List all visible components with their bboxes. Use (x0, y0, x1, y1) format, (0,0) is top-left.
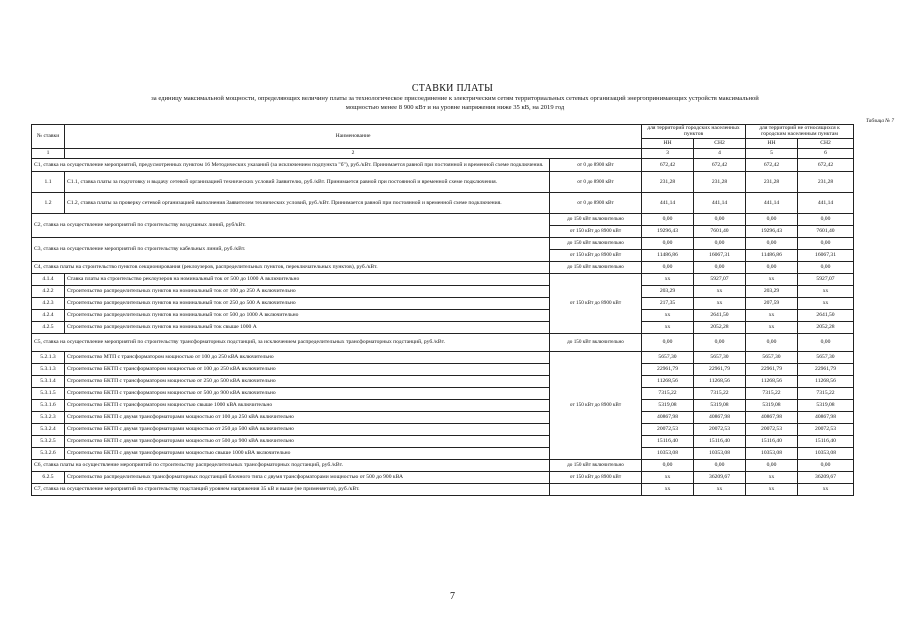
rate-value: 16067,31 (798, 249, 854, 261)
rate-value: 0,00 (798, 213, 854, 225)
rate-name: Строительство распределительных пунктов на номинальный ток от 100 до 250 А включительно (65, 285, 550, 297)
rate-value: хх (642, 483, 694, 495)
table-row (32, 213, 854, 225)
rate-value: 0,00 (642, 333, 694, 351)
rate-value: 203,29 (746, 285, 798, 297)
rate-value: 2641,50 (694, 309, 746, 321)
rate-value: 20072,53 (746, 423, 798, 435)
rate-value: 441,14 (694, 192, 746, 213)
rate-name: Строительство БКТП с трансформатором мощностью от 500 до 900 кВА включительно (65, 387, 550, 399)
rate-value: 5319,08 (642, 399, 694, 411)
rate-value: 0,00 (798, 261, 854, 273)
rate-value: 0,00 (694, 333, 746, 351)
power-range: от 150 кВт до 8900 кВт (550, 225, 642, 237)
rate-name: С7, ставка на осуществление мероприятий по строительству подстанций уровнем напряжения 35 кВ и выше (не применяется), руб./кВт. (32, 483, 550, 495)
rate-value: 11268,56 (798, 375, 854, 387)
rate-value: 441,14 (798, 192, 854, 213)
rate-value: 40867,98 (694, 411, 746, 423)
rate-value: 217,35 (642, 297, 694, 309)
rate-value: 0,00 (746, 261, 798, 273)
power-range: от 150 кВт до 8900 кВт (550, 351, 642, 459)
rate-value: 19296,43 (746, 225, 798, 237)
rate-number: 5.3.1.6 (32, 399, 65, 411)
rate-value: хх (746, 321, 798, 333)
rate-value: 7315,22 (798, 387, 854, 399)
rate-number: 4.2.5 (32, 321, 65, 333)
rate-value: 5657,30 (694, 351, 746, 363)
rate-name: Строительство БКТП с трансформатором мощностью от 250 до 500 кВА включительно (65, 375, 550, 387)
table-row (32, 447, 854, 459)
table-row (32, 459, 854, 471)
rate-value: 672,42 (642, 158, 694, 171)
rate-value: 7315,22 (694, 387, 746, 399)
rate-value: 672,42 (694, 158, 746, 171)
power-range: от 150 кВт до 8900 кВт (550, 273, 642, 333)
power-range: от 0 до 8900 кВт (550, 192, 642, 213)
rate-name: С1.1, ставка платы за подготовку и выдачу сетевой организацией технических условий Заявителю, руб./кВт. Принимается равной при постоянной и временной схеме подключения. (65, 171, 550, 192)
table-row (32, 351, 854, 363)
header-num: № ставки (32, 125, 65, 149)
rate-number: 4.2.3 (32, 297, 65, 309)
rate-value: 0,00 (694, 459, 746, 471)
rate-number: 5.3.1.4 (32, 375, 65, 387)
rate-name: Строительство БКТП с двумя трансформаторами мощностью от 500 до 900 кВА включительно (65, 435, 550, 447)
rate-value: 7601,40 (798, 225, 854, 237)
rate-name: С3, ставка на осуществление мероприятий по строительству кабельных линий, руб./кВт. (32, 237, 550, 261)
rate-value: 10353,08 (694, 447, 746, 459)
rate-number: 6.2.5 (32, 471, 65, 483)
rate-name: С1.2, ставка платы за проверку сетевой организацией выполнения Заявителем технических условий, руб./кВт. Принимается равной при постоянной и временной схеме подключения. (65, 192, 550, 213)
rate-number: 5.3.1.5 (32, 387, 65, 399)
header-voltage-sn2: СН2 (798, 138, 854, 148)
rate-value: хх (746, 309, 798, 321)
power-range: от 0 до 8900 кВт (550, 171, 642, 192)
col-number: 4 (694, 148, 746, 158)
rate-value: 441,14 (746, 192, 798, 213)
rate-value: 0,00 (798, 333, 854, 351)
table-row (32, 411, 854, 423)
rate-value: хх (798, 297, 854, 309)
table-row (32, 399, 854, 411)
power-range (550, 483, 642, 495)
rate-value: 5657,30 (642, 351, 694, 363)
power-range: от 150 кВт до 8900 кВт (550, 249, 642, 261)
table-row (32, 285, 854, 297)
table-row (32, 309, 854, 321)
rate-value: 2052,28 (798, 321, 854, 333)
document-subtitle: за единицу максимальной мощности, определяющих величину платы за технологическое присоединение к электрическим сетям территориальных сетевых организаций энергопринимающих устройств максимальной мощностью менее 8 900 кВт и на уровне напряжения ниже 35 кВ, на 2019 год (151, 95, 759, 111)
table-number: Таблица № 7 (866, 118, 894, 124)
rate-value: хх (798, 483, 854, 495)
rate-number: 4.2.4 (32, 309, 65, 321)
rate-value: 10353,08 (798, 447, 854, 459)
table-row (32, 192, 854, 213)
rate-value: 0,00 (642, 213, 694, 225)
rate-number: 4.2.2 (32, 285, 65, 297)
header-voltage-nn: НН (746, 138, 798, 148)
rate-value: 2052,28 (694, 321, 746, 333)
rate-value: 5319,08 (798, 399, 854, 411)
rate-value: 672,42 (746, 158, 798, 171)
rate-number: 5.3.2.4 (32, 423, 65, 435)
power-range: до 150 кВт включительно (550, 459, 642, 471)
rate-value: 36209,67 (694, 471, 746, 483)
rate-value: хх (694, 483, 746, 495)
rate-value: 36209,67 (798, 471, 854, 483)
table-row (32, 273, 854, 285)
rate-value: 5657,30 (746, 351, 798, 363)
power-range: до 150 кВт включительно (550, 261, 642, 273)
header-rural: для территорий не относящихся к городским населенным пунктам (746, 125, 854, 139)
power-range: до 150 кВт включительно (550, 333, 642, 351)
rate-name: Строительство МТП с трансформатором мощностью от 100 до 250 кВА включительно (65, 351, 550, 363)
header-name: Наименование (65, 125, 642, 149)
rate-value: 22961,79 (694, 363, 746, 375)
rate-value: 11268,56 (694, 375, 746, 387)
rate-value: 20072,53 (798, 423, 854, 435)
rate-value: 11486,86 (642, 249, 694, 261)
table-row (32, 435, 854, 447)
rate-value: 0,00 (746, 333, 798, 351)
rate-name: Строительство БКТП с трансформатором мощностью свыше 1000 кВА включительно (65, 399, 550, 411)
rate-value: 40867,98 (798, 411, 854, 423)
rate-name: С4, ставка платы на строительство пунктов секционирования (реклоузеров, распределительных пунктов, переключательных пунктов), руб./кВт. (32, 261, 550, 273)
rate-value: 40867,98 (746, 411, 798, 423)
page-number: 7 (450, 591, 455, 602)
rate-name: Ставка платы на строительство реклоузеров на номинальный ток от 500 до 1000 А включительно (65, 273, 550, 285)
table-row (32, 483, 854, 495)
rate-value: 0,00 (746, 213, 798, 225)
rate-value: хх (798, 285, 854, 297)
rate-value: 5657,30 (798, 351, 854, 363)
table-row (32, 261, 854, 273)
rate-value: 672,42 (798, 158, 854, 171)
rate-value: хх (694, 285, 746, 297)
power-range: от 0 до 8900 кВт (550, 158, 642, 171)
rate-value: 40867,98 (642, 411, 694, 423)
col-number: 6 (798, 148, 854, 158)
rate-value: 20072,53 (694, 423, 746, 435)
rate-value: 15116,40 (694, 435, 746, 447)
col-number: 1 (32, 148, 65, 158)
col-number: 2 (65, 148, 642, 158)
rate-value: 0,00 (642, 237, 694, 249)
rate-value: 22961,79 (798, 363, 854, 375)
rate-value: 16067,31 (694, 249, 746, 261)
rate-value: 207,59 (746, 297, 798, 309)
table-row (32, 387, 854, 399)
rate-value: 19296,43 (642, 225, 694, 237)
rate-value: хх (642, 309, 694, 321)
rate-number: 1.1 (32, 171, 65, 192)
rate-value: 231,28 (642, 171, 694, 192)
rate-value: хх (746, 471, 798, 483)
col-number: 3 (642, 148, 694, 158)
table-row (32, 297, 854, 309)
rate-name: Строительство БКТП с трансформатором мощностью от 100 до 250 кВА включительно (65, 363, 550, 375)
rate-value: 231,28 (746, 171, 798, 192)
rate-number: 5.3.2.3 (32, 411, 65, 423)
table-row (32, 471, 854, 483)
rate-value: 7315,22 (746, 387, 798, 399)
table-row (32, 321, 854, 333)
rate-value: 231,28 (798, 171, 854, 192)
rate-value: 5927,07 (798, 273, 854, 285)
rate-name: С1, ставка на осуществление мероприятий, предусмотренных пунктом 16 Методических указаний (за исключением подпункта "б"), руб./кВт. Принимается равной при постоянной и временной схеме подключения. (32, 158, 550, 171)
rate-number: 1.2 (32, 192, 65, 213)
rate-value: хх (642, 273, 694, 285)
table-row (32, 171, 854, 192)
rate-name: Строительство БКТП с двумя трансформаторами мощностью от 250 до 500 кВА включительно (65, 423, 550, 435)
rate-name: С6, ставка платы на осуществление мероприятий по строительству распределительных трансформаторных подстанций, руб./кВт. (32, 459, 550, 471)
rate-value: 5319,08 (694, 399, 746, 411)
header-voltage-sn2: СН2 (694, 138, 746, 148)
rate-value: хх (746, 273, 798, 285)
rate-value: хх (642, 471, 694, 483)
rate-value: 22961,79 (746, 363, 798, 375)
rate-value: 10353,08 (746, 447, 798, 459)
rate-name: Строительство распределительных пунктов на номинальный ток от 250 до 500 А включительно (65, 297, 550, 309)
table-row (32, 237, 854, 249)
rate-number: 4.1.4 (32, 273, 65, 285)
rate-number: 5.3.1.3 (32, 363, 65, 375)
header-urban: для территорий городских населенных пунктов (642, 125, 746, 139)
header-voltage-nn: НН (642, 138, 694, 148)
rate-value: 0,00 (642, 459, 694, 471)
rate-value: 11268,56 (642, 375, 694, 387)
rate-value: 15116,40 (642, 435, 694, 447)
rate-value: 441,14 (642, 192, 694, 213)
power-range: от 150 кВт до 8900 кВт (550, 471, 642, 483)
rate-number: 5.2.1.3 (32, 351, 65, 363)
rate-value: 7315,22 (642, 387, 694, 399)
rate-name: С2, ставка на осуществление мероприятий по строительству воздушных линий, руб/кВт. (32, 213, 550, 237)
table-row (32, 158, 854, 171)
rate-value: 5927,07 (694, 273, 746, 285)
rate-name: Строительство БКТП с двумя трансформаторами мощностью свыше 1000 кВА включительно (65, 447, 550, 459)
rate-name: Строительство распределительных пунктов на номинальный ток от 500 до 1000 А включительно (65, 309, 550, 321)
rate-value: 0,00 (798, 237, 854, 249)
rate-value: 15116,40 (746, 435, 798, 447)
document-title: СТАВКИ ПЛАТЫ (411, 83, 494, 94)
table-row (32, 375, 854, 387)
rate-value: 15116,40 (798, 435, 854, 447)
rate-value: 0,00 (694, 261, 746, 273)
rate-value: 10353,08 (642, 447, 694, 459)
rate-name: Строительство БКТП с двумя трансформаторами мощностью от 100 до 250 кВА включительно (65, 411, 550, 423)
table-row (32, 333, 854, 351)
rate-value: 11268,56 (746, 375, 798, 387)
power-range: до 150 кВт включительно (550, 237, 642, 249)
rate-value: 22961,79 (642, 363, 694, 375)
rate-number: 5.3.2.5 (32, 435, 65, 447)
rate-value: 231,28 (694, 171, 746, 192)
rate-number: 5.3.2.6 (32, 447, 65, 459)
rate-value: 5319,08 (746, 399, 798, 411)
rate-value: хх (642, 321, 694, 333)
table-row (32, 423, 854, 435)
rate-value: 0,00 (694, 213, 746, 225)
rate-value: 7601,40 (694, 225, 746, 237)
col-number: 5 (746, 148, 798, 158)
rate-name: С5, ставка на осуществление мероприятий по строительству трансформаторных подстанций, за исключением распределительных трансформаторных подстанций, руб./кВт. (32, 333, 550, 351)
rate-name: Строительство распределительных трансформаторных подстанций блочного типа с двумя трансформаторами мощностью от 500 до 900 кВА (65, 471, 550, 483)
table-row (32, 363, 854, 375)
rate-value: хх (694, 297, 746, 309)
rate-value: 0,00 (746, 237, 798, 249)
rate-name: Строительство распределительных пунктов на номинальный ток свыше 1000 А (65, 321, 550, 333)
power-range: до 150 кВт включительно (550, 213, 642, 225)
rate-value: хх (746, 483, 798, 495)
rate-value: 20072,53 (642, 423, 694, 435)
rate-value: 11486,86 (746, 249, 798, 261)
rate-value: 0,00 (642, 261, 694, 273)
rate-value: 203,29 (642, 285, 694, 297)
rate-value: 0,00 (746, 459, 798, 471)
rate-value: 0,00 (694, 237, 746, 249)
rate-value: 0,00 (798, 459, 854, 471)
rate-value: 2641,50 (798, 309, 854, 321)
rates-table (31, 124, 854, 496)
